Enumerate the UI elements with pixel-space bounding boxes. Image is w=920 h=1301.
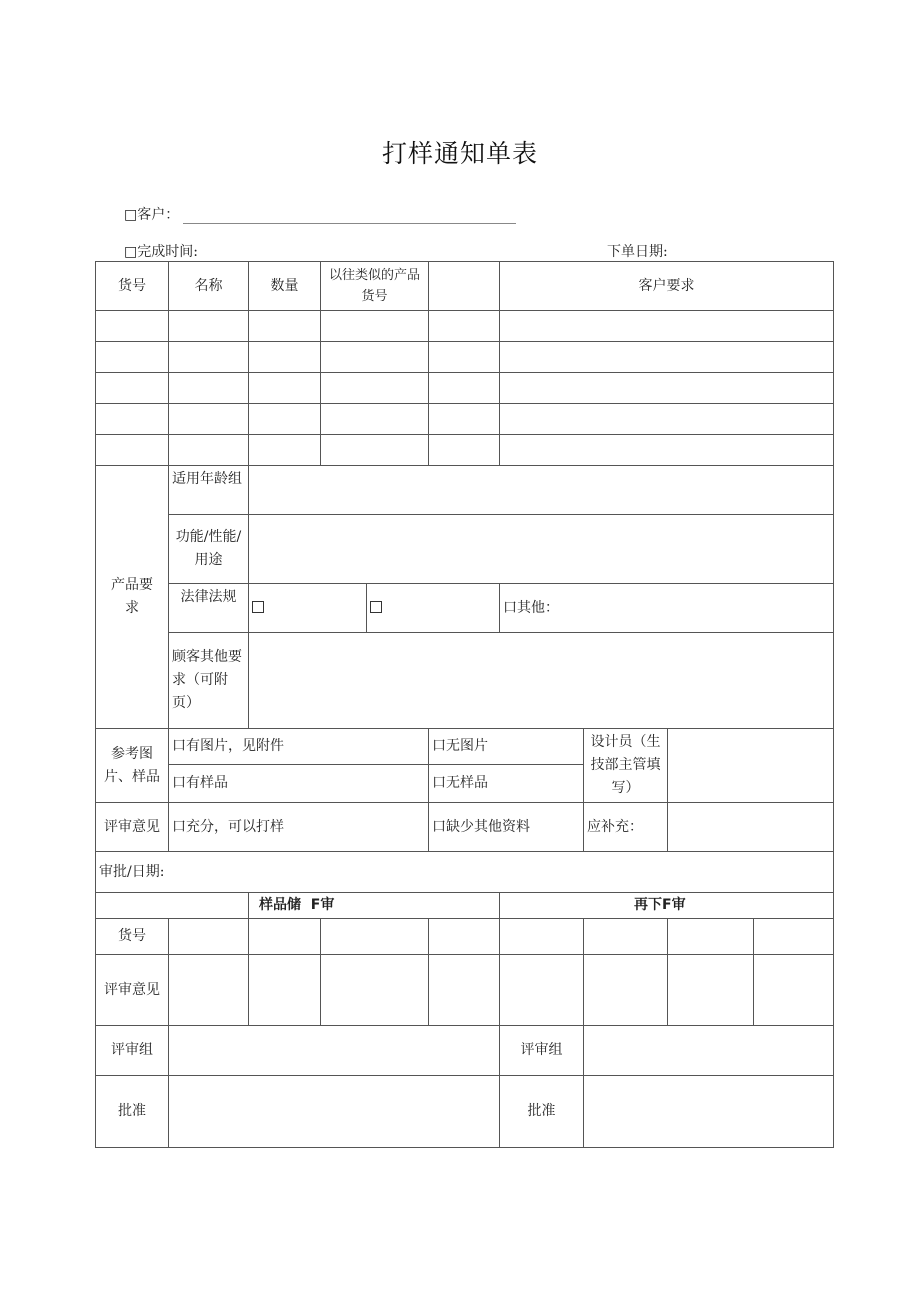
supplement-label: 应补充：: [584, 803, 668, 852]
review-header-blank: [96, 893, 249, 919]
col-header-prev-item-no: 以往类似的产品货号: [321, 262, 429, 311]
cell[interactable]: [500, 342, 834, 373]
cell[interactable]: [169, 404, 249, 435]
cell[interactable]: [429, 955, 500, 1026]
sample-review-left: 样品储: [259, 897, 301, 913]
approval-date-label: 审批/日期:: [96, 852, 834, 893]
law-option-1[interactable]: [249, 584, 367, 633]
cell[interactable]: [584, 919, 668, 955]
sample-notice-table: [95, 261, 834, 1148]
finish-time-label: □完成时间:: [124, 244, 198, 260]
age-group-label: 适用年龄组: [169, 466, 249, 515]
cell[interactable]: [249, 311, 321, 342]
has-picture-option[interactable]: 口有图片，见附件: [169, 729, 429, 765]
customer-other-label: 顾客其他要求（可附页）: [169, 633, 249, 729]
table-row: [96, 435, 834, 466]
cell[interactable]: [321, 919, 429, 955]
cell[interactable]: [249, 404, 321, 435]
cell[interactable]: [96, 342, 169, 373]
reorder-f: F审: [662, 897, 686, 913]
cell[interactable]: [500, 955, 584, 1026]
law-label: 法律法规: [169, 584, 249, 633]
approve-label-right: 批准: [500, 1076, 584, 1148]
checkbox[interactable]: [370, 601, 382, 613]
cell[interactable]: [249, 435, 321, 466]
function-field[interactable]: [249, 515, 834, 584]
approve-field-left[interactable]: [169, 1076, 500, 1148]
cell[interactable]: [429, 919, 500, 955]
cell[interactable]: [321, 342, 429, 373]
cell[interactable]: [429, 404, 500, 435]
cell[interactable]: [754, 919, 834, 955]
order-date-label: 下单日期:: [607, 244, 668, 260]
cell[interactable]: [169, 435, 249, 466]
col-header-item-no: 货号: [96, 262, 169, 311]
form-title: 打样通知单表: [381, 139, 538, 168]
cell[interactable]: [584, 955, 668, 1026]
cell[interactable]: [96, 311, 169, 342]
no-picture-option[interactable]: 口无图片: [429, 729, 584, 765]
cell[interactable]: [169, 919, 249, 955]
col-header-name: 名称: [169, 262, 249, 311]
cell[interactable]: [96, 373, 169, 404]
customer-label: □客户：: [124, 207, 180, 223]
customer-input-line[interactable]: [183, 209, 516, 224]
approve-label-left: 批准: [96, 1076, 169, 1148]
product-req-label: 产品要求: [96, 466, 169, 729]
cell[interactable]: [321, 955, 429, 1026]
cell[interactable]: [321, 435, 429, 466]
review-enough-option[interactable]: 口充分，可以打样: [169, 803, 429, 852]
no-sample-option[interactable]: 口无样品: [429, 765, 584, 803]
sample-review-header: [249, 893, 500, 919]
has-sample-option[interactable]: 口有样品: [169, 765, 429, 803]
table-row: [96, 311, 834, 342]
table-row: [96, 342, 834, 373]
reference-label: 参考图片、样品: [96, 729, 169, 803]
cell[interactable]: [249, 919, 321, 955]
review-group-field-right[interactable]: [584, 1026, 834, 1076]
review-group-label-left: 评审组: [96, 1026, 169, 1076]
cell[interactable]: [500, 311, 834, 342]
supplement-field[interactable]: [668, 803, 834, 852]
cell[interactable]: [429, 373, 500, 404]
cell[interactable]: [96, 404, 169, 435]
review-missing-option[interactable]: 口缺少其他资料: [429, 803, 584, 852]
col-header-blank: [429, 262, 500, 311]
review-group-label-right: 评审组: [500, 1026, 584, 1076]
cell[interactable]: [96, 435, 169, 466]
cell[interactable]: [668, 955, 754, 1026]
designer-label: 设计员（生技部主管填写）: [584, 729, 668, 803]
law-option-other[interactable]: 口其他：: [500, 584, 834, 633]
cell[interactable]: [429, 311, 500, 342]
cell[interactable]: [321, 373, 429, 404]
function-label: 功能/性能/用途: [169, 515, 249, 584]
cell[interactable]: [169, 373, 249, 404]
cell[interactable]: [668, 919, 754, 955]
review-label: 评审意见: [96, 803, 169, 852]
cell[interactable]: [169, 955, 249, 1026]
table-row: [96, 404, 834, 435]
approve-field-right[interactable]: [584, 1076, 834, 1148]
checkbox[interactable]: [252, 601, 264, 613]
cell[interactable]: [169, 311, 249, 342]
cell[interactable]: [500, 404, 834, 435]
cell[interactable]: [429, 342, 500, 373]
cell[interactable]: [169, 342, 249, 373]
cell[interactable]: [321, 404, 429, 435]
cell[interactable]: [249, 373, 321, 404]
age-group-field[interactable]: [249, 466, 834, 515]
customer-row: [124, 206, 516, 224]
review-group-field-left[interactable]: [169, 1026, 500, 1076]
cell[interactable]: [249, 955, 321, 1026]
designer-field[interactable]: [668, 729, 834, 803]
reorder-left: 再下: [634, 897, 663, 913]
cell[interactable]: [500, 919, 584, 955]
cell[interactable]: [321, 311, 429, 342]
sample-review-f: F审: [310, 897, 335, 913]
col-header-customer-req: 客户要求: [500, 262, 834, 311]
cell[interactable]: [754, 955, 834, 1026]
table-row: [96, 373, 834, 404]
law-option-2[interactable]: [367, 584, 500, 633]
customer-other-field[interactable]: [249, 633, 834, 729]
item-no-label: 货号: [96, 919, 169, 955]
cell[interactable]: [500, 435, 834, 466]
cell[interactable]: [249, 342, 321, 373]
reorder-review-header: [500, 893, 834, 919]
review-opinion-label: 评审意见: [96, 955, 169, 1026]
cell[interactable]: [429, 435, 500, 466]
col-header-quantity: 数量: [249, 262, 321, 311]
cell[interactable]: [500, 373, 834, 404]
